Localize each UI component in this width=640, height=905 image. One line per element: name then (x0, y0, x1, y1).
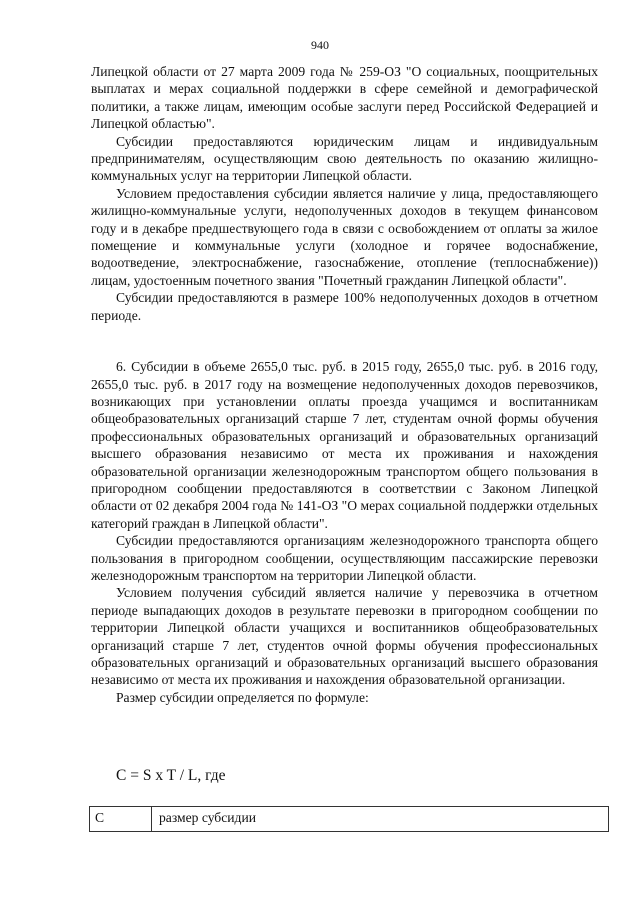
document-body (91, 63, 598, 706)
paragraph: Размер субсидии определяется по формуле: (116, 689, 369, 705)
paragraph: Условием предоставления субсидии является наличие у лица, предоставляющего жилищно-коммунальные услуги, недополученных доходов в текущем финансовом году и в декабре предшествующего года в связи с освобождением от оплаты за жилое помещение и коммунальные услуги (холодное и горячее водоснабжение, водоотведение, электроснабжение, газоснабжение, отопление (теплоснабжение)) лицам, удостоенным почетного звания "Почетный гражданин Липецкой области". (91, 185, 598, 288)
paragraph: Субсидии предоставляются организациям железнодорожного транспорта общего пользования в пригородном сообщении, осуществляющим пассажирские перевозки железнодорожным транспортом на территории Липецкой области. (91, 533, 598, 583)
paragraph: Условием получения субсидий является наличие у перевозчика в отчетном периоде выпадающих доходов в результате перевозки в пригородном сообщении по территории Липецкой области учащихся и воспитанников общеобразовательных организаций старше 7 лет, студентов очной формы обучения профессиональных образовательных организаций и образовательных организаций высшего образования независимо от места их проживания и нахождения образовательной организации. (91, 585, 598, 688)
table-cell-definition: размер субсидии (159, 810, 257, 825)
paragraph: Субсидии предоставляются юридическим лицам и индивидуальным предпринимателям, осуществляющим свою деятельность по оказанию жилищно-коммунальных услуг на территории Липецкой области. (91, 133, 598, 184)
section-gap (91, 324, 598, 358)
paragraph: Липецкой области от 27 марта 2009 года № 259-ОЗ "О социальных, поощрительных выплатах и мерах социальной поддержки в сфере семейной и демографической политики, а также лицам, имеющим особые заслуги перед Российской Федерацией и Липецкой областью". (91, 64, 598, 132)
paragraph: 6. Субсидии в объеме 2655,0 тыс. руб. в 2015 году, 2655,0 тыс. руб. в 2016 году, 2655,0 тыс. руб. в 2017 году на возмещение недополученных доходов перевозчиков, возникающих при установлении оплаты проезда учащимся и воспитанникам общеобразовательных организаций старше 7 лет, студентам очной формы обучения профессиональных образовательных организаций и образовательных организаций высшего образования независимо от места их проживания и нахождения образовательной организации железнодорожным транспортом общего пользования в пригородном сообщении предоставляются в соответствии с Законом Липецкой области от 02 декабря 2004 года № 141-ОЗ "О мерах социальной поддержки отдельных категорий граждан в Липецкой области". (91, 359, 598, 531)
formula: С = S x T / L, где (116, 767, 226, 784)
page-number: 940 (311, 38, 329, 52)
definitions-table (89, 806, 609, 832)
paragraph: Субсидии предоставляются в размере 100% недополученных доходов в отчетном периоде. (91, 290, 598, 323)
table-cell-symbol: С (90, 807, 152, 831)
